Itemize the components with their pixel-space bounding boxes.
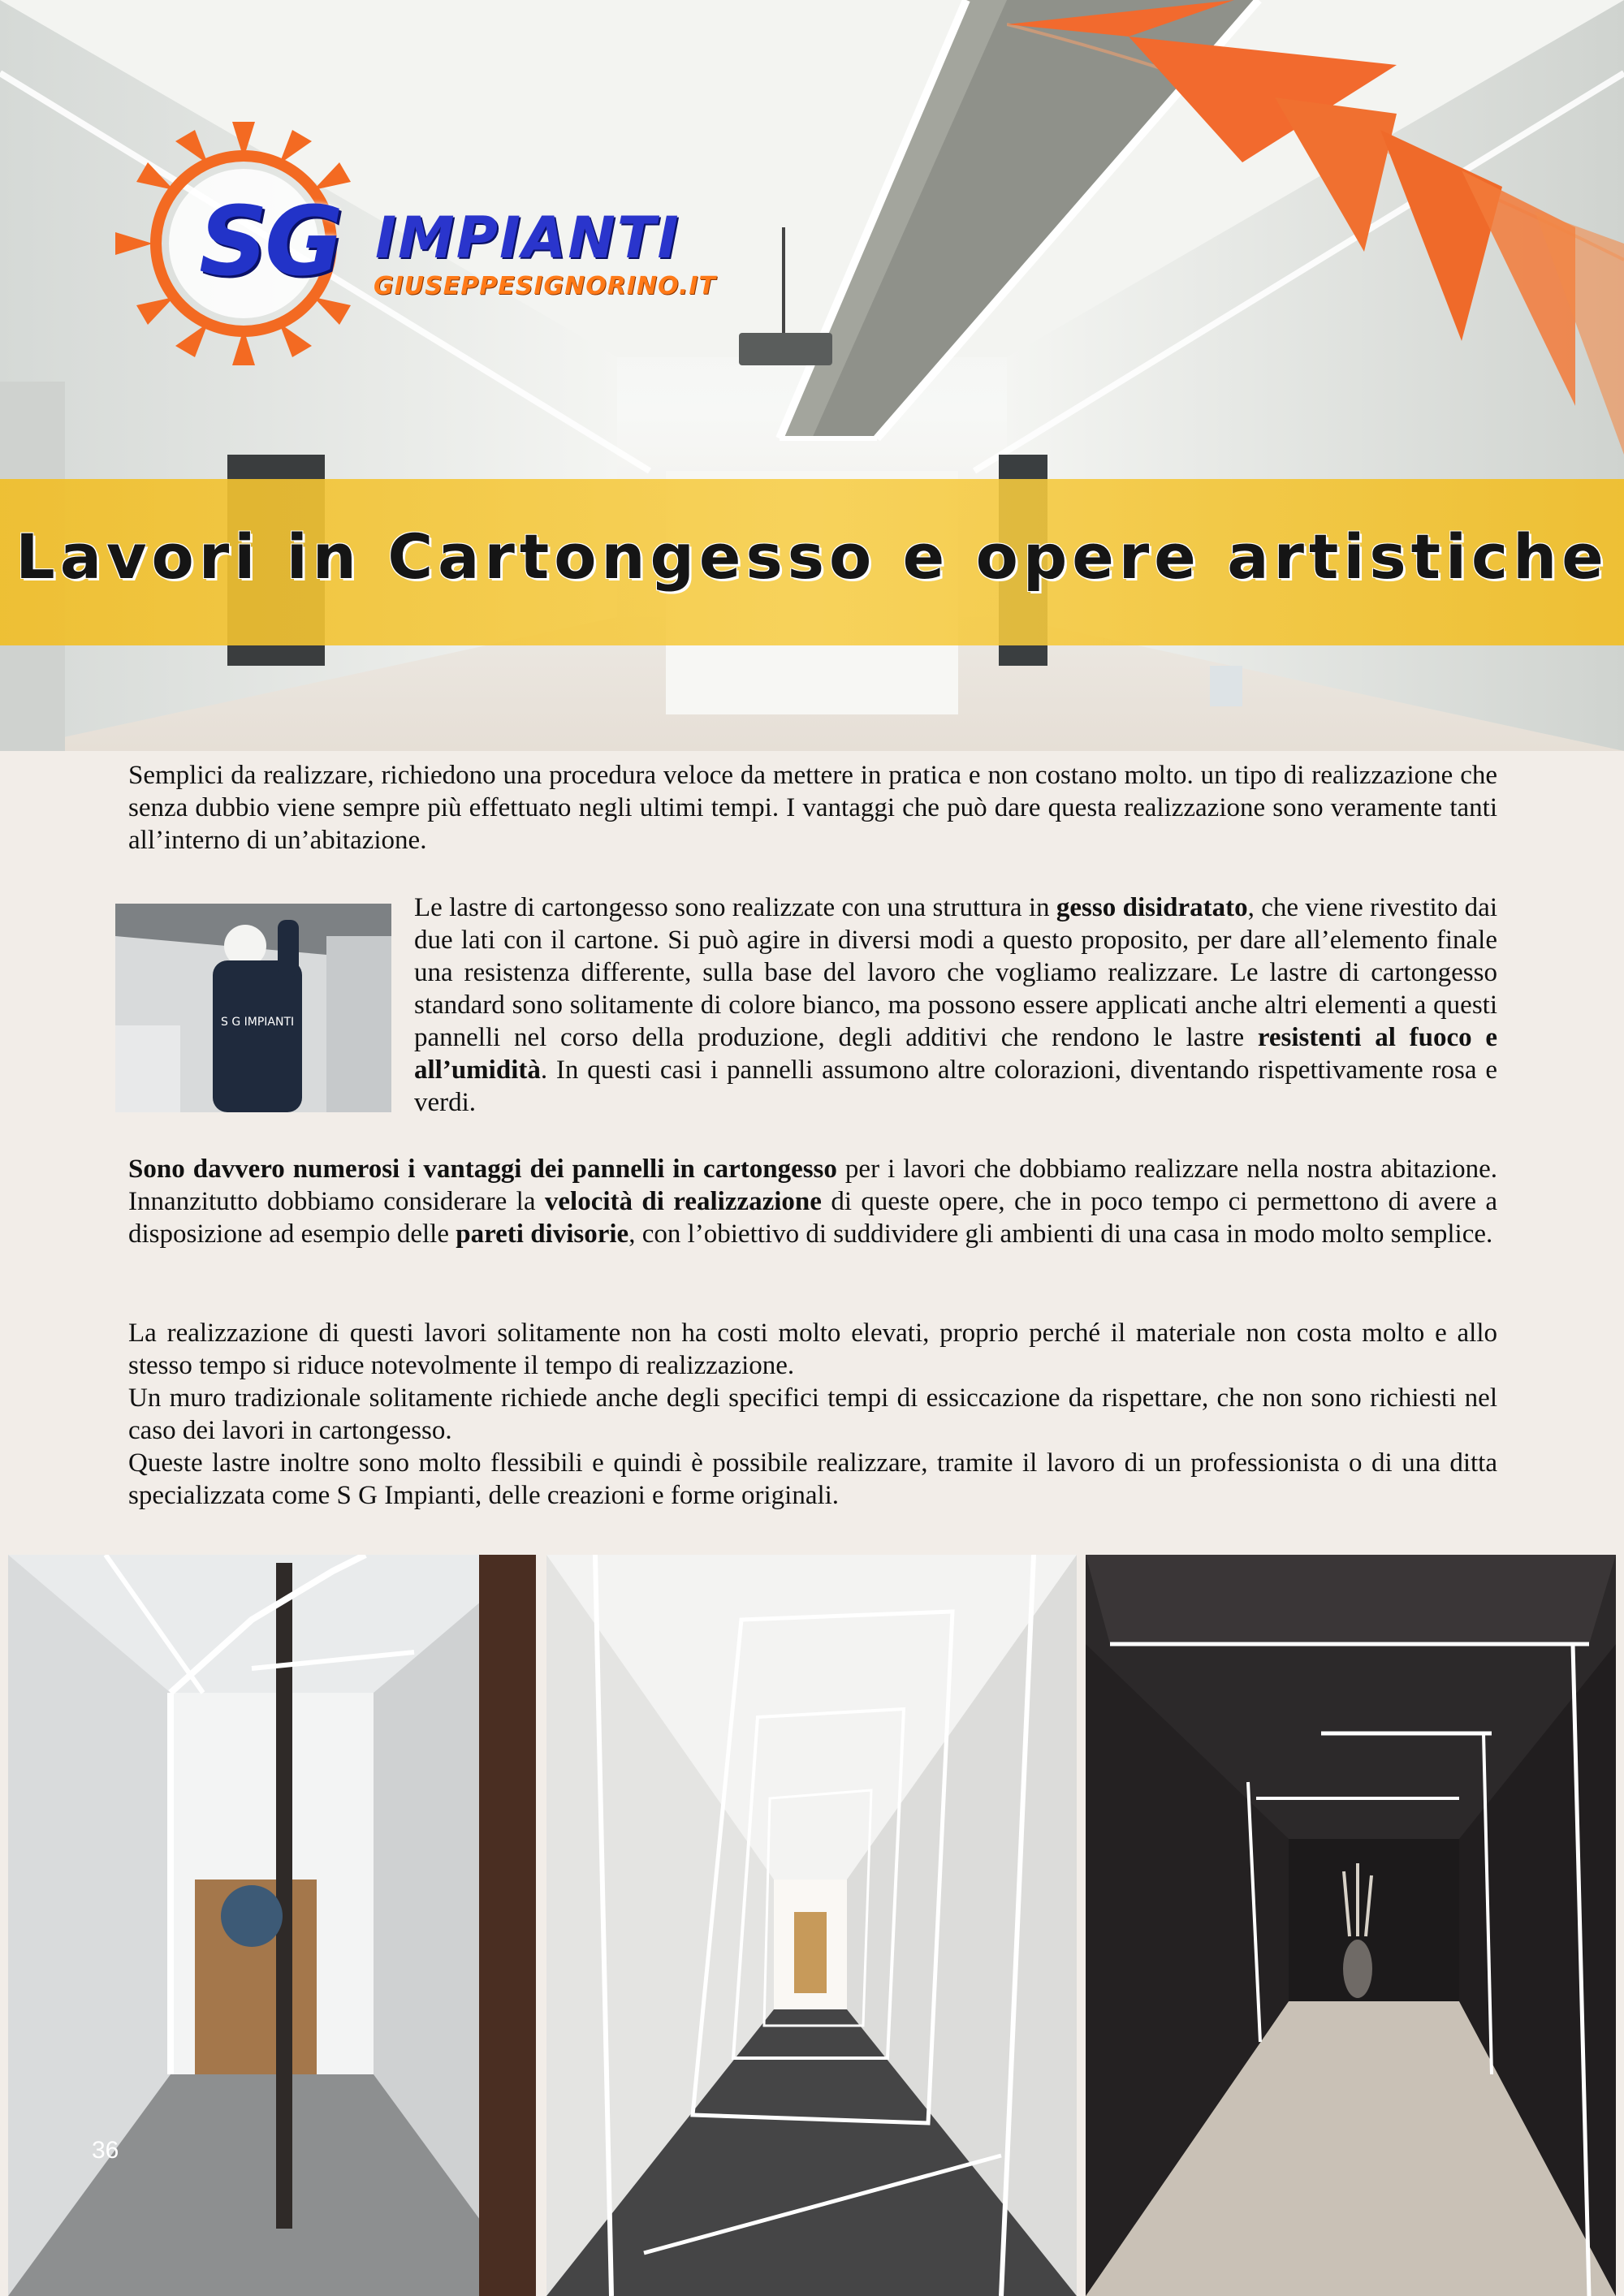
- corridor-3-illustration: [1086, 1555, 1616, 2296]
- corridor-1-illustration: [8, 1555, 536, 2296]
- gallery-photo-corridor-3: [1086, 1555, 1616, 2296]
- p3-bold-velocita: velocità di realizzazione: [544, 1187, 822, 1216]
- hero-image: [0, 0, 1624, 751]
- p3-text-b: per i lavori che dobbiamo realizzare nella nostra abitazione. Innanzitutto dobbiamo considerare la: [128, 1154, 1497, 1216]
- p2-text-a: Le lastre di cartongesso sono realizzate con una struttura in: [414, 893, 1056, 922]
- cartongesso-paragraph: [414, 891, 1497, 1119]
- corridor-2-illustration: [546, 1555, 1077, 2296]
- gallery-photo-corridor-1: [8, 1555, 536, 2296]
- p3-bold-vantaggi: Sono davvero numerosi i vantaggi dei pannelli in cartongesso: [128, 1154, 837, 1184]
- company-logo: [89, 122, 763, 382]
- p2-bold-resistenti: resistenti al fuoco e all’umidità: [414, 1023, 1497, 1085]
- p2-text-e: . In questi casi i pannelli assumono altre colorazioni, diventando rispettivamente rosa e verdi.: [414, 1055, 1497, 1117]
- p3-text-d: di queste opere, che in poco tempo ci permettono di avere a disposizione ad esempio delle: [128, 1187, 1497, 1249]
- logo-impianti-text: IMPIANTI: [375, 205, 680, 271]
- p3-bold-pareti: pareti divisorie: [456, 1219, 629, 1249]
- page-title: Lavori in Cartongesso e opere artistiche: [15, 520, 1609, 593]
- p4-line-1: La realizzazione di questi lavori solitamente non ha costi molto elevati, proprio perché il materiale non costa molto e allo stesso tempo si riduce notevolmente il tempo di realizzazione.: [128, 1318, 1497, 1380]
- p2-bold-gesso: gesso disidratato: [1056, 893, 1248, 922]
- jacket-text: S G IMPIANTI: [221, 1016, 295, 1029]
- logo-sg-text: SG: [199, 185, 340, 297]
- worker-photo: [115, 904, 391, 1112]
- costi-paragraph: [128, 1317, 1497, 1512]
- gallery-photo-corridor-2: [546, 1555, 1077, 2296]
- flag-banner-decoration: [1007, 0, 1624, 455]
- vantaggi-paragraph: [128, 1153, 1497, 1250]
- intro-text: Semplici da realizzare, richiedono una procedura veloce da mettere in pratica e non costano molto. un tipo di realizzazione che senza dubbio viene sempre più effettuato negli ultimi tempi. I vantaggi che può dare questa realizzazione sono veramente tanti all’interno di un’abitazione.: [128, 761, 1497, 855]
- p3-text-f: , con l’obiettivo di suddividere gli ambienti di una casa in modo molto semplice.: [628, 1219, 1493, 1249]
- p2-text-c: , che viene rivestito dai due lati con il cartone. Si può agire in diversi modi a questo proposito, per dare all’elemento finale una resistenza differente, sulla base del lavoro che vogliamo realizzare. Le lastre di cartongesso standard sono solitamente di colore bianco, ma possono essere applicati anche altri elementi a questi pannelli nel corso della produzione, degli additivi che rendono le lastre: [414, 893, 1497, 1052]
- p4-line-2: Un muro tradizionale solitamente richiede anche degli specifici tempi di essiccazione da rispettare, che non sono richiesti nel caso dei lavori in cartongesso.: [128, 1383, 1497, 1445]
- logo-website-text: GIUSEPPESIGNORINO.IT: [374, 272, 716, 300]
- page-number: 36: [92, 2137, 119, 2164]
- worker-photo-illustration: [115, 904, 391, 1112]
- p4-line-3: Queste lastre inoltre sono molto flessibili e quindi è possibile realizzare, tramite il lavoro di un professionista o di una ditta specializzata come S G Impianti, delle creazioni e forme originali.: [128, 1448, 1497, 1510]
- intro-paragraph: [128, 759, 1497, 857]
